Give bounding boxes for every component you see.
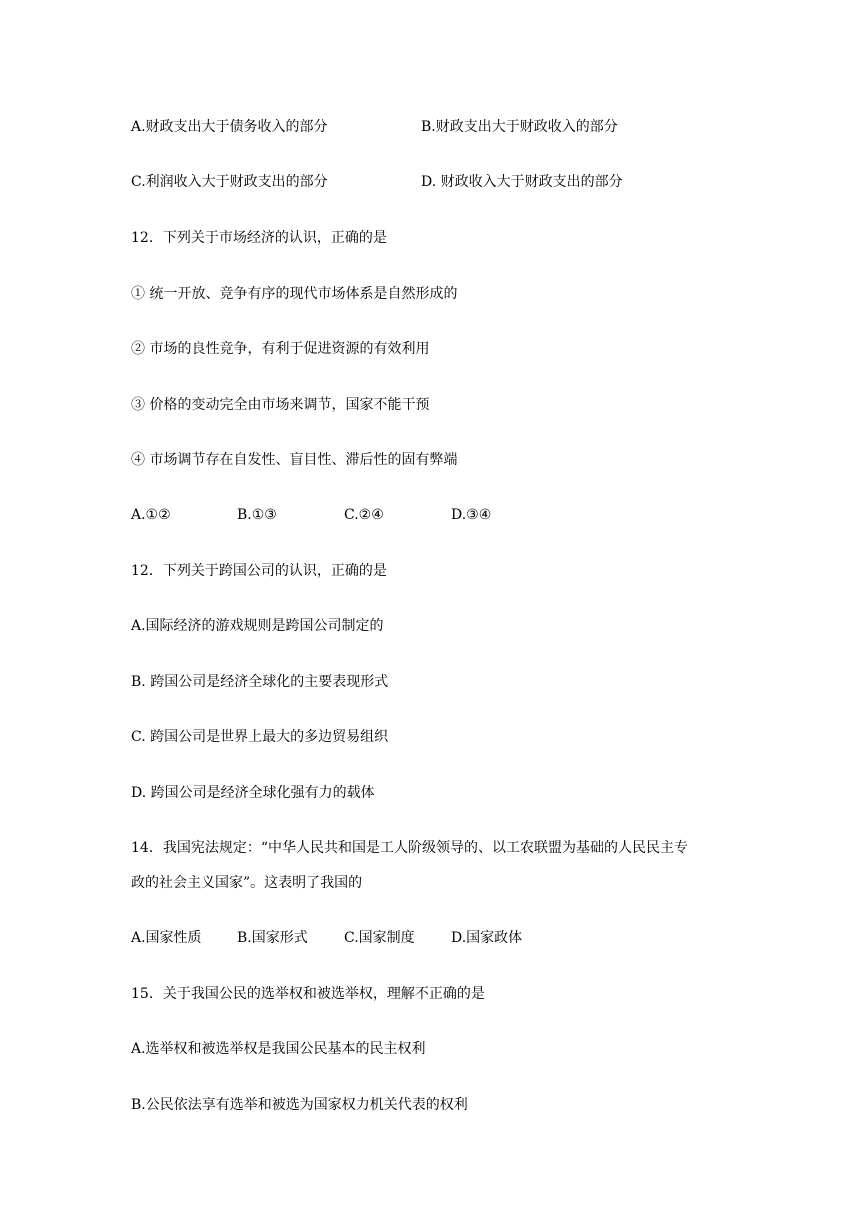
q11-option-d: D. 财政收入大于财政支出的部分 [421, 174, 623, 190]
q15-option-b: B.公民依法享有选举和被选为国家权力机关代表的权利 [131, 1097, 468, 1113]
q12a-option-c: C.②④ [344, 507, 384, 523]
q12a-option-a: A.①② [131, 507, 171, 523]
q11-option-c: C.利润收入大于财政支出的部分 [131, 174, 328, 190]
q12b-option-d: D. 跨国公司是经济全球化强有力的载体 [131, 785, 375, 801]
q14-option-a: A.国家性质 [131, 930, 202, 946]
q14-option-c: C.国家制度 [344, 930, 415, 946]
q12b-option-c: C. 跨国公司是世界上最大的多边贸易组织 [131, 729, 389, 745]
q11-option-a: A.财政支出大于债务收入的部分 [131, 119, 328, 135]
q12a-statement-3: ③ 价格的变动完全由市场来调节，国家不能干预 [131, 397, 430, 413]
q12a-statement-4: ④ 市场调节存在自发性、盲目性、滞后性的固有弊端 [131, 452, 458, 468]
q11-option-b: B.财政支出大于财政收入的部分 [421, 119, 618, 135]
q12b-stem: 12．下列关于跨国公司的认识，正确的是 [131, 563, 387, 579]
q12b-option-a: A.国际经济的游戏规则是跨国公司制定的 [131, 618, 384, 634]
q15-stem: 15．关于我国公民的选举权和被选举权，理解不正确的是 [131, 986, 485, 1002]
q12a-statement-1: ① 统一开放、竞争有序的现代市场体系是自然形成的 [131, 286, 458, 302]
q14-stem-line-1: 14．我国宪法规定：“中华人民共和国是工人阶级领导的、以工农联盟为基础的人民民主专 [131, 840, 688, 856]
q12b-option-b: B. 跨国公司是经济全球化的主要表现形式 [131, 674, 389, 690]
q14-option-d: D.国家政体 [451, 930, 523, 946]
q15-option-a: A.选举权和被选举权是我国公民基本的民主权利 [131, 1041, 426, 1057]
q12a-option-d: D.③④ [451, 507, 492, 523]
q12a-statement-2: ② 市场的良性竞争，有利于促进资源的有效利用 [131, 341, 430, 357]
q12a-stem: 12．下列关于市场经济的认识，正确的是 [131, 230, 387, 246]
q14-option-b: B.国家形式 [237, 930, 308, 946]
q12a-option-b: B.①③ [237, 507, 277, 523]
q14-stem-line-2: 政的社会主义国家”。这表明了我国的 [131, 875, 363, 891]
